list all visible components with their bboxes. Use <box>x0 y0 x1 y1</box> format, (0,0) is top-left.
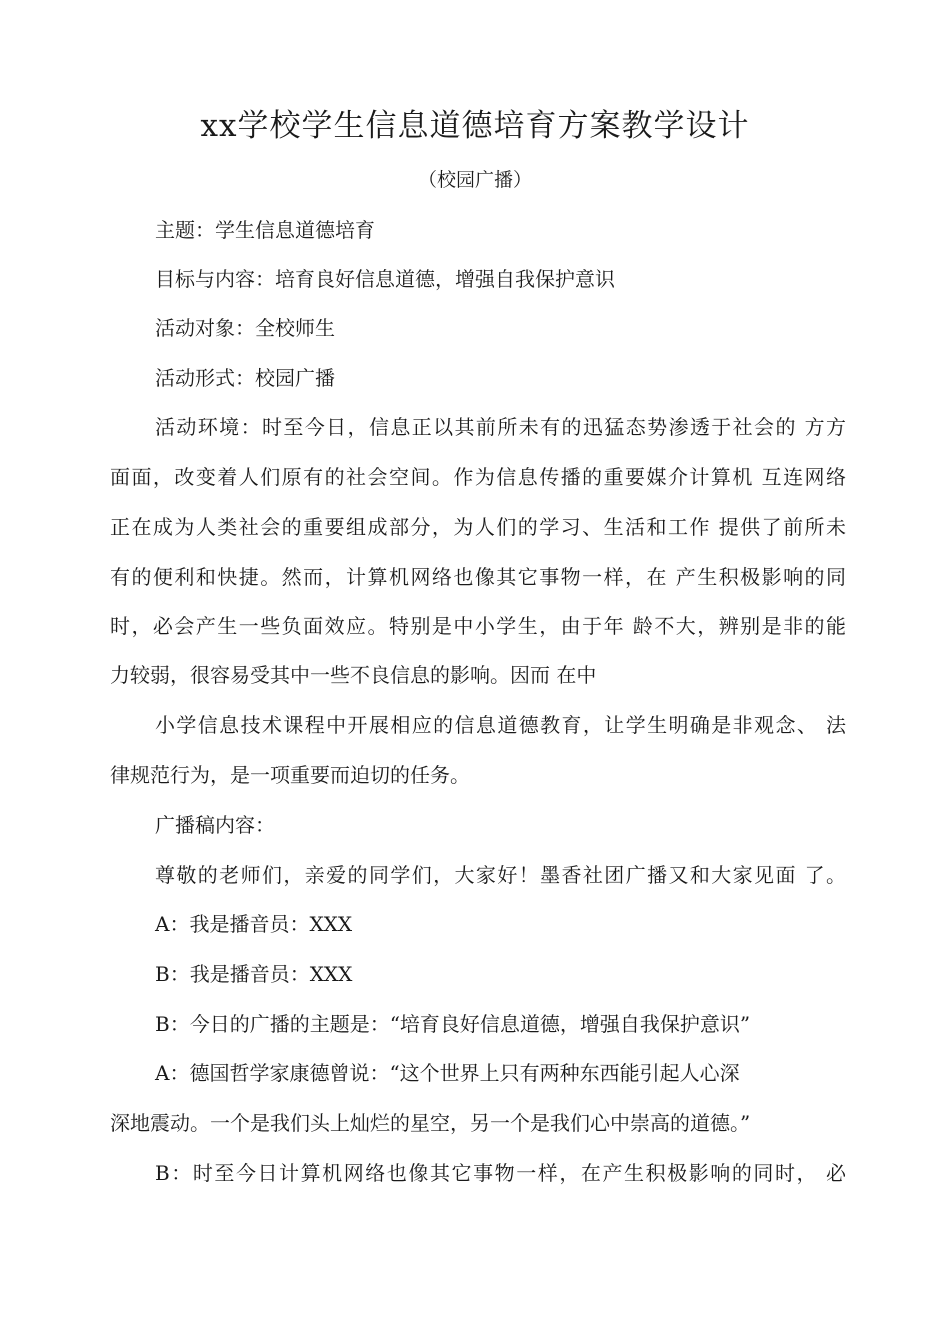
paragraph-task-line-1: 小学信息技术课程中开展相应的信息道德教育，让学生明确是非观念、 法 <box>155 713 846 737</box>
script-heading: 广播稿内容： <box>155 813 275 837</box>
paragraph-environment-line-2: 面面，改变着人们原有的社会空间。作为信息传播的重要媒介计算机 互连网络 <box>110 465 846 489</box>
paragraph-task-line-2: 律规范行为，是一项重要而迫切的任务。 <box>110 763 470 787</box>
script-line-b-theme: B：今日的广播的主题是：“培育良好信息道德，增强自我保护意识” <box>155 1012 751 1036</box>
paragraph-environment-line-6: 力较弱，很容易受其中一些不良信息的影响。因而 在中 <box>110 663 597 687</box>
line-audience: 活动对象：全校师生 <box>155 316 335 340</box>
paragraph-environment-line-4: 有的便利和快捷。然而，计算机网络也像其它事物一样，在 产生积极影响的同 <box>110 565 846 589</box>
script-line-b-network: B：时至今日计算机网络也像其它事物一样，在产生积极影响的同时， 必 <box>155 1161 846 1185</box>
line-goal: 目标与内容：培育良好信息道德，增强自我保护意识 <box>155 267 615 291</box>
script-line-b-intro: B：我是播音员：XXX <box>155 962 353 986</box>
script-line-a-kant-1: A：德国哲学家康德曾说：“这个世界上只有两种东西能引起人心深 <box>155 1061 740 1085</box>
paragraph-environment-line-1: 活动环境：时至今日，信息正以其前所未有的迅猛态势渗透于社会的 方方 <box>155 415 846 439</box>
script-line-a-intro: A：我是播音员：XXX <box>155 912 353 936</box>
script-line-a-kant-2: 深地震动。一个是我们头上灿烂的星空，另一个是我们心中崇高的道德。” <box>110 1111 751 1135</box>
line-format: 活动形式：校园广播 <box>155 366 335 390</box>
paragraph-environment-line-5: 时，必会产生一些负面效应。特别是中小学生，由于年 龄不大，辨别是非的能 <box>110 614 846 638</box>
document-title: xx学校学生信息道德培育方案教学设计 <box>200 108 750 144</box>
paragraph-environment-line-3: 正在成为人类社会的重要组成部分，为人们的学习、生活和工作 提供了前所未 <box>110 515 846 539</box>
document-subtitle: （校园广播） <box>417 169 532 191</box>
script-greeting: 尊敬的老师们，亲爱的同学们，大家好！墨香社团广播又和大家见面 了。 <box>155 863 846 887</box>
line-theme: 主题：学生信息道德培育 <box>155 218 375 242</box>
